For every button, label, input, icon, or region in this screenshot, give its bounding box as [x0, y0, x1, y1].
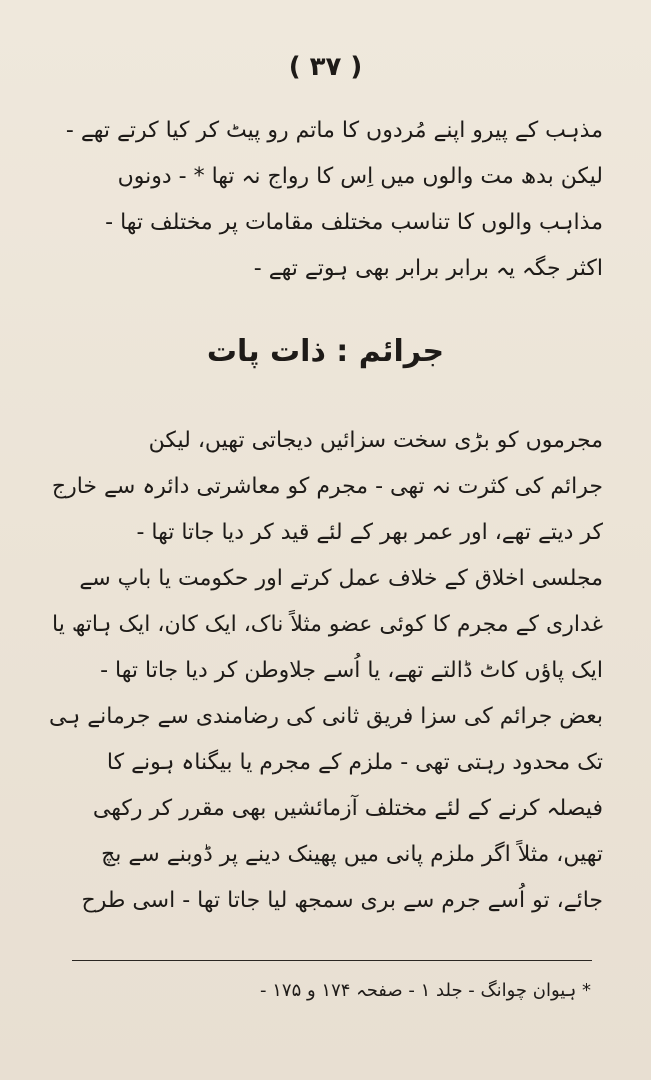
- text-line: ایک پاؤں کاٹ ڈالتے تھے، یا اُسے جلاوطن کر دیا جاتا تھا -: [100, 658, 603, 683]
- text-line: اکثر جگہ یہ برابر برابر بھی ہوتے تھے -: [253, 256, 603, 281]
- footnote-divider: [72, 960, 592, 961]
- text-line: تھیں، مثلاً اگر ملزم پانی میں پھینک دینے پر ڈوبنے سے بچ: [101, 842, 603, 867]
- paragraph-1: [48, 108, 603, 292]
- footnote: * ہیوان چوانگ - جلد ۱ - صفحہ ۱۷۴ و ۱۷۵ -: [260, 980, 591, 1001]
- text-line: جائے، تو اُسے جرم سے بری سمجھ لیا جاتا تھا - اسی طرح: [81, 888, 603, 913]
- text-line: غداری کے مجرم کا کوئی عضو مثلاً ناک، ایک کان، ایک ہاتھ یا: [52, 612, 603, 637]
- text-line: تک محدود رہتی تھی - ملزم کے مجرم یا بیگناہ ہونے کا: [106, 750, 603, 775]
- text-line: بعض جرائم کی سزا فریق ثانی کی رضامندی سے جرمانے ہی: [49, 704, 603, 729]
- page-number: ( ۳۷ ): [288, 52, 363, 82]
- text-line: مذاہب والوں کا تناسب مختلف مقامات پر مختلف تھا -: [105, 210, 603, 235]
- text-line: فیصلہ کرنے کے لئے مختلف آزمائشیں بھی مقرر کر رکھی: [92, 796, 603, 821]
- text-line: کر دیتے تھے، اور عمر بھر کے لئے قید کر دیا جاتا تھا -: [136, 520, 603, 545]
- text-line: مجلسی اخلاق کے خلاف عمل کرتے اور حکومت یا باپ سے: [79, 566, 603, 591]
- text-line: مجرموں کو بڑی سخت سزائیں دیجاتی تھیں، لیکن: [148, 428, 603, 453]
- text-line: مذہب کے پیرو اپنے مُردوں کا ماتم رو پیٹ کر کیا کرتے تھے -: [65, 118, 603, 143]
- text-line: جرائم کی کثرت نہ تھی - مجرم کو معاشرتی دائرہ سے خارج: [51, 474, 603, 499]
- text-line: لیکن بدھ مت والوں میں اِس کا رواج نہ تھا * - دونوں: [117, 164, 603, 189]
- section-heading: جرائم : ذات پات: [206, 334, 445, 369]
- paragraph-2: [48, 418, 603, 924]
